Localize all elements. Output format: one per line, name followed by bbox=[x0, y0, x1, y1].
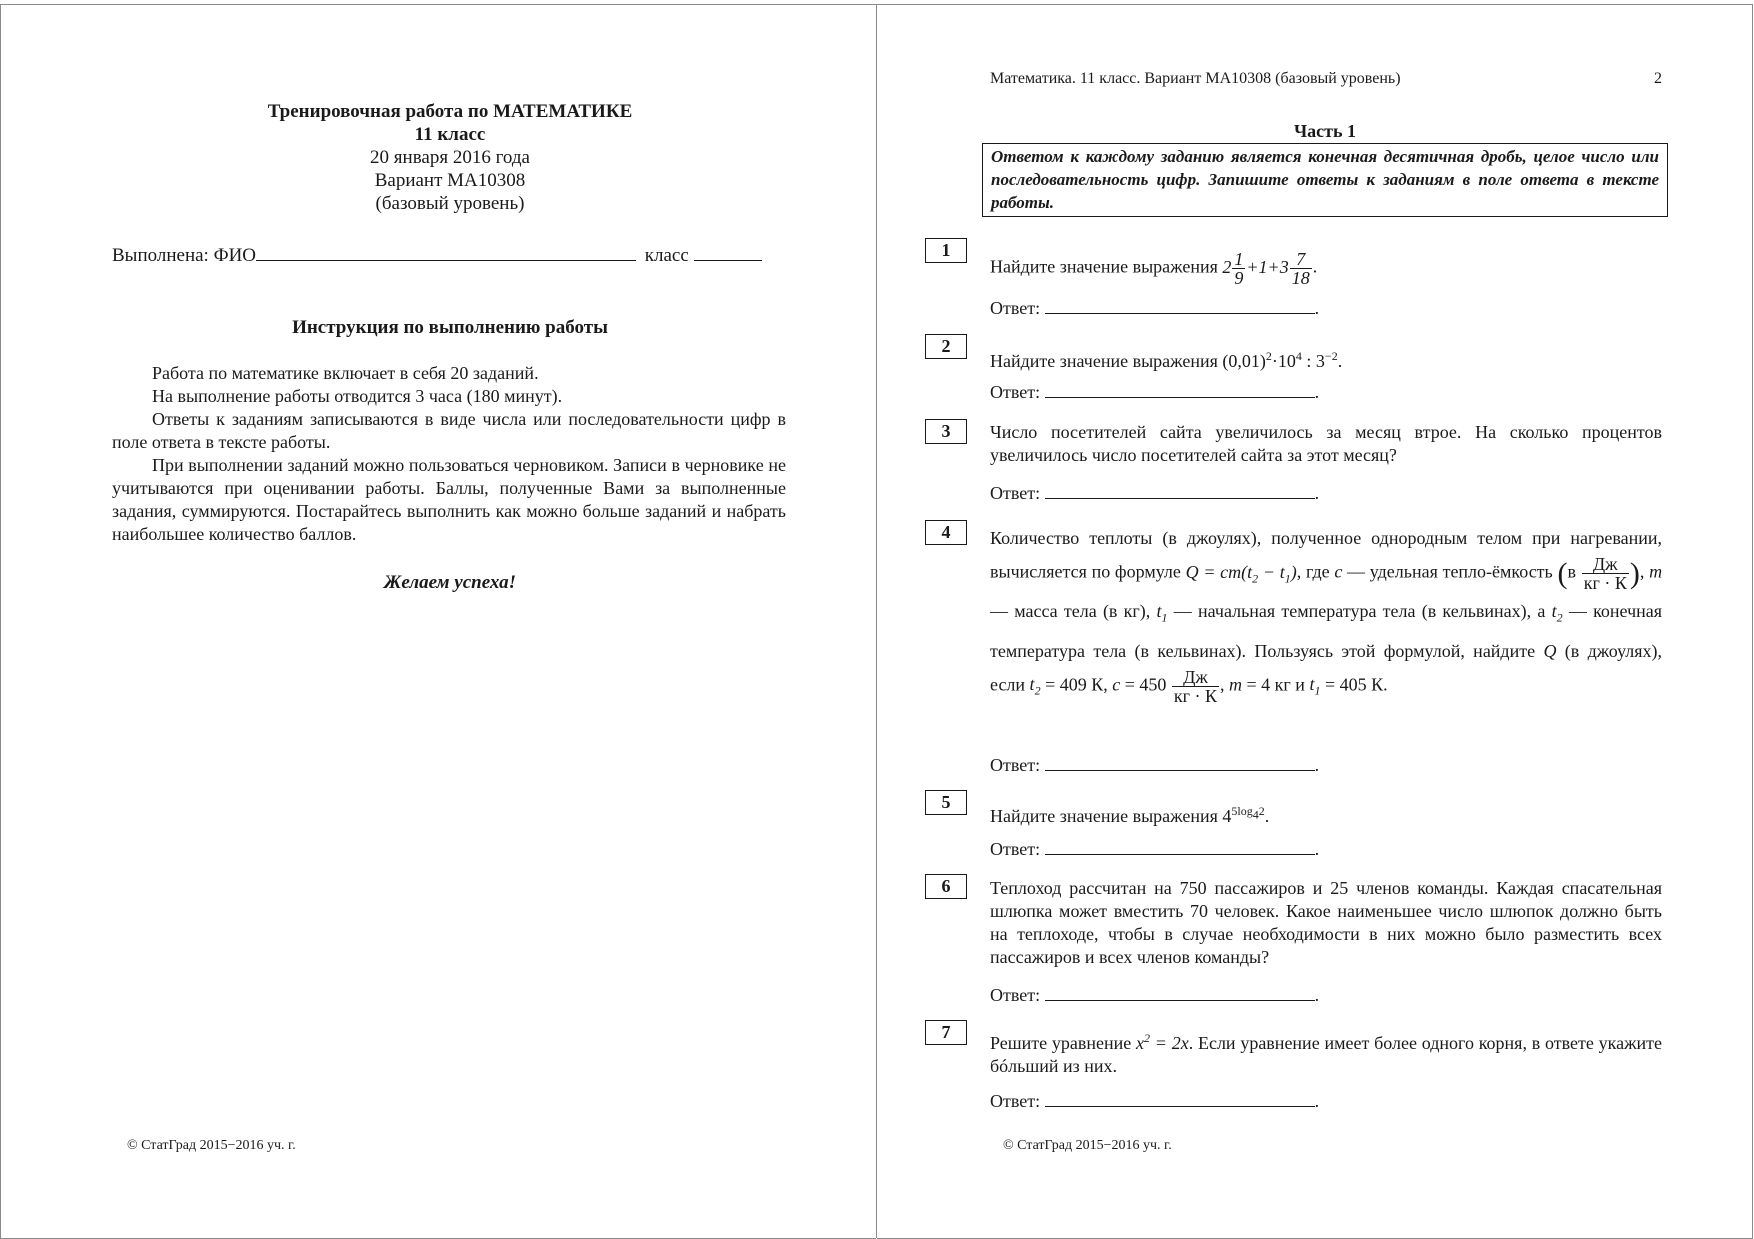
instructions bbox=[112, 362, 786, 546]
answer-field[interactable] bbox=[1045, 752, 1315, 771]
answer-line: Ответ: . bbox=[990, 982, 1319, 1006]
task-number-box: 7 bbox=[925, 1020, 967, 1045]
note-box: Ответом к каждому заданию является конечная десятичная дробь, целое число или последовательность цифр. Запишите ответы к заданиям в поле ответа в тексте работы. bbox=[982, 143, 1668, 217]
completed-by-label: Выполнена: ФИО bbox=[112, 245, 257, 266]
task-4-value: = 405 К. bbox=[1324, 674, 1388, 695]
task-4: Количество теплоты (в джоулях), полученное однородным телом при нагревании, вычисляется по формуле $Q = cm(t_2 - t_1)$, где c — удельная тепло-ёмкость (в $\frac{Дж}{кг \cdot К}$ ), m — масса тела (в кг), $t_1$ — начальная температура тела (в кельвинах), а $t_2$ — конечная температура тела (в кельвинах). Пользуясь этой формулой, найдите Q (в джоулях), если $t_2 = 409$ К, c = 450 $\frac{Дж}{кг \cdot К}$ , m = 4 кг и $t_1 = 405$ К. bbox=[990, 528, 1663, 706]
task-4-value: = 450 bbox=[1124, 674, 1167, 695]
instruction-paragraph: Работа по математике включает в себя 20 заданий. bbox=[152, 363, 539, 383]
page-number: 2 bbox=[1654, 70, 1662, 87]
answer-label: Ответ: bbox=[990, 985, 1041, 1005]
title-block bbox=[112, 100, 788, 215]
answer-field[interactable] bbox=[1045, 295, 1315, 314]
instruction-paragraph: Ответы к заданиям записываются в виде числа или последовательности цифр в поле ответа в тексте работы. bbox=[112, 409, 786, 452]
class-field[interactable] bbox=[694, 242, 762, 261]
task-4-text: в bbox=[1567, 561, 1576, 582]
unit-denominator: кг · К bbox=[1583, 573, 1627, 593]
answer-line: Ответ: . bbox=[990, 752, 1319, 776]
task-2: Найдите значение выражения $(0,01)^2\cdot 10^4$ : $3^{-2}$. bbox=[990, 349, 1343, 371]
answer-label: Ответ: bbox=[990, 382, 1041, 402]
name-field[interactable] bbox=[256, 242, 636, 261]
level: (базовый уровень) bbox=[375, 193, 525, 214]
instruction-paragraph: На выполнение работы отводится 3 часа (180 минут). bbox=[152, 386, 563, 406]
instruction-paragraph: При выполнении заданий можно пользоваться черновиком. Записи в черновике не учитываются при оценивании работы. Баллы, полученные Вами за выполненные задания, суммируются. Постарайтесь выполнить как можно больше заданий и набрать наибольшее количество баллов. bbox=[112, 455, 786, 544]
answer-field[interactable] bbox=[1045, 836, 1315, 855]
task-4-value: = 409 К, bbox=[1045, 674, 1108, 695]
expression: $4^{5log_42}$ bbox=[1222, 804, 1265, 826]
instructions-title: Инструкция по выполнению работы bbox=[292, 317, 608, 338]
answer-label: Ответ: bbox=[990, 483, 1041, 503]
grade: 11 класс bbox=[414, 124, 486, 145]
task-4-text: — конечная температура тела (в кельвинах). Пользуясь этой формулой, найдите bbox=[990, 601, 1663, 661]
answer-label: Ответ: bbox=[990, 298, 1041, 318]
task-text: Решите уравнение bbox=[990, 1033, 1132, 1053]
date: 20 января 2016 года bbox=[370, 147, 530, 168]
answer-line: Ответ: . bbox=[990, 836, 1319, 860]
footer-left: © СтатГрад 2015−2016 уч. г. bbox=[127, 1138, 296, 1153]
unit-numerator: Дж bbox=[1172, 668, 1219, 687]
class-label: класс bbox=[644, 245, 689, 266]
task-number-box: 5 bbox=[925, 790, 967, 815]
unit-denominator: кг · К bbox=[1173, 685, 1218, 706]
task-4-value: = 4 кг и bbox=[1246, 674, 1305, 695]
answer-label: Ответ: bbox=[990, 1091, 1041, 1111]
expression: 2 $\frac{1}{9}$ +1+3 $\frac{7}{18}$ bbox=[1222, 249, 1310, 288]
task-4-text: — начальная температура тела (в кельвинах), а bbox=[1173, 601, 1546, 622]
task-6: Теплоход рассчитан на 750 пассажиров и 25 членов команды. Каждая спасательная шлюпка может вместить 70 человек. Какое наименьшее число шлюпок должно быть на теплоходе, чтобы в случае необходимости в них можно было разместить всех пассажиров и всех членов команды? bbox=[990, 878, 1662, 967]
task-number-box: 2 bbox=[925, 334, 967, 359]
doc-title: Тренировочная работа по МАТЕМАТИКЕ bbox=[267, 101, 633, 122]
task-7 bbox=[990, 1027, 1662, 1078]
answer-line: Ответ: . bbox=[990, 480, 1319, 504]
expression: $(0,01)^2\cdot 10^4$ : $3^{-2}$ bbox=[1222, 349, 1338, 371]
task-3: Число посетителей сайта увеличилось за месяц втрое. На сколько процентов увеличилось число посетителей сайта за этот месяц? bbox=[990, 422, 1662, 465]
task-number-box: 6 bbox=[925, 874, 967, 899]
sign-line bbox=[112, 242, 762, 267]
task-text: Найдите значение выражения bbox=[990, 351, 1218, 371]
answer-label: Ответ: bbox=[990, 755, 1041, 775]
task-text: Количество теплоты (в джоулях), полученное однородным телом при нагревании, вычисляется по формуле bbox=[990, 528, 1662, 582]
variant: Вариант МА10308 bbox=[374, 170, 526, 191]
answer-field[interactable] bbox=[1045, 379, 1315, 398]
equation: $x^2 = 2x$ bbox=[1136, 1031, 1189, 1053]
answer-label: Ответ: bbox=[990, 839, 1041, 859]
task-5: Найдите значение выражения $4^{5log_42}$. bbox=[990, 804, 1270, 826]
task-text: Найдите значение выражения bbox=[990, 256, 1218, 277]
part-title: Часть 1 bbox=[1293, 121, 1357, 141]
answer-field[interactable] bbox=[1045, 1088, 1315, 1107]
task-4-text: — удельная тепло-ёмкость bbox=[1347, 561, 1553, 582]
footer-right: © СтатГрад 2015−2016 уч. г. bbox=[1003, 1138, 1172, 1153]
task-number-box: 3 bbox=[925, 419, 967, 444]
answer-line: Ответ: . bbox=[990, 295, 1319, 319]
task-number-box: 4 bbox=[925, 520, 967, 545]
task-4-text: (в джоулях), если bbox=[990, 640, 1663, 695]
task-1: Найдите значение выражения 2 $\frac{1}{9}$ +1+3 $\frac{7}{18}$ . bbox=[990, 249, 1318, 288]
task-number-box: 1 bbox=[925, 238, 967, 263]
answer-line: Ответ: . bbox=[990, 1088, 1319, 1112]
task-4-text: — масса тела (в кг), bbox=[990, 601, 1151, 622]
wish: Желаем успеха! bbox=[383, 572, 517, 593]
task-7-tail: . Если уравнение имеет более одного корня, в ответе укажите бóльший из них. bbox=[990, 1033, 1662, 1076]
answer-field[interactable] bbox=[1045, 480, 1315, 499]
running-header: Математика. 11 класс. Вариант МА10308 (базовый уровень) bbox=[990, 70, 1401, 87]
answer-field[interactable] bbox=[1045, 982, 1315, 1001]
task-text: Найдите значение выражения bbox=[990, 806, 1218, 826]
unit-numerator: Дж bbox=[1582, 555, 1629, 574]
answer-line: Ответ: . bbox=[990, 379, 1319, 403]
formula: $Q = cm(t_2 - t_1)$ bbox=[1185, 561, 1297, 586]
task-4-text: , где bbox=[1296, 561, 1330, 582]
